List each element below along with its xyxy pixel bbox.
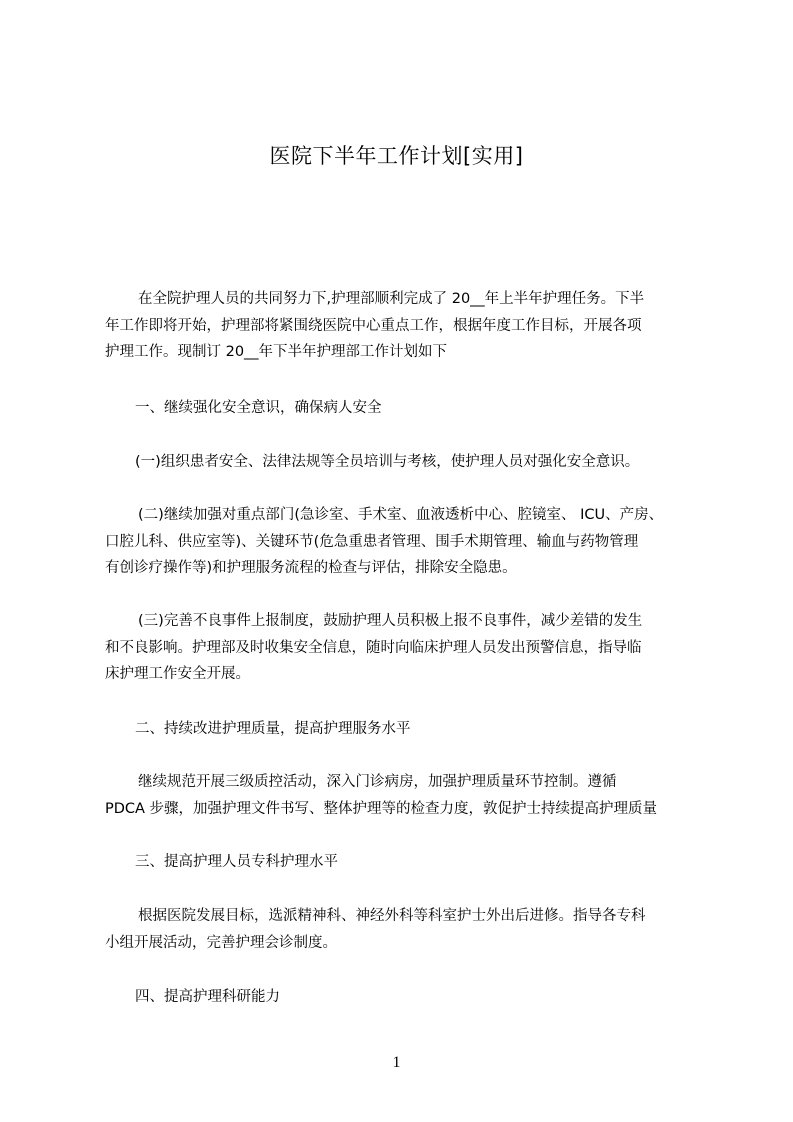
section-2-paragraph — [105, 769, 705, 822]
section-heading-text: 四、提高护理科研能力 — [135, 989, 280, 1005]
body-line: 根据医院发展目标，选派精神科、神经外科等科室护士外出后进修。指导各专科 — [138, 908, 646, 924]
intro-paragraph — [105, 286, 705, 366]
item-line: 床护理工作安全开展。 — [105, 666, 250, 682]
intro-line: 年工作即将开始，护理部将紧围绕医院中心重点工作，根据年度工作目标，开展各项 — [105, 317, 642, 334]
item-line: 口腔儿科、供应室等)、关键环节(危急重患者管理、围手术期管理、输血与药物管理 — [105, 533, 639, 550]
intro-line: 护理工作。现制订 20__年下半年护理部工作计划如下 — [105, 344, 448, 360]
item-1-paragraph — [105, 449, 705, 476]
item-line: 和不良影响。护理部及时收集安全信息，随时向临床护理人员发出预警信息，指导临 — [105, 639, 642, 656]
item-line: 有创诊疗操作等)和护理服务流程的检查与评估，排除安全隐患。 — [105, 560, 517, 576]
section-heading-text: 一、继续强化安全意识，确保病人安全 — [135, 400, 382, 416]
section-heading-3 — [105, 849, 705, 876]
section-heading-text: 三、提高护理人员专科护理水平 — [135, 854, 338, 870]
item-line: (三)完善不良事件上报制度，鼓励护理人员积极上报不良事件，减少差错的发生 — [138, 613, 643, 629]
body-line: 继续规范开展三级质控活动，深入门诊病房，加强护理质量环节控制。遵循 — [138, 774, 617, 790]
section-heading-1 — [105, 395, 705, 422]
item-3-paragraph — [105, 608, 705, 688]
section-heading-2 — [105, 716, 705, 743]
section-3-paragraph — [105, 903, 705, 956]
item-line: (二)继续加强对重点部门(急诊室、手术室、血液透析中心、腔镜室、 ICU、产房、 — [138, 507, 664, 523]
body-line: 小组开展活动，完善护理会诊制度。 — [105, 934, 337, 951]
page-number: 1 — [392, 1054, 401, 1071]
section-heading-4 — [105, 984, 705, 1011]
intro-line: 在全院护理人员的共同努力下,护理部顺利完成了 20__年上半年护理任务。下半 — [138, 291, 645, 307]
body-line: PDCA 步骤，加强护理文件书写、整体护理等的检查力度，敦促护士持续提高护理质量 — [105, 800, 658, 817]
item-2-paragraph — [105, 502, 705, 582]
item-line: (一)组织患者安全、法律法规等全员培训与考核，使护理人员对强化安全意识。 — [135, 454, 640, 470]
section-heading-text: 二、持续改进护理质量，提高护理服务水平 — [135, 721, 411, 737]
document-title: 医院下半年工作计划[实用] — [269, 144, 524, 168]
